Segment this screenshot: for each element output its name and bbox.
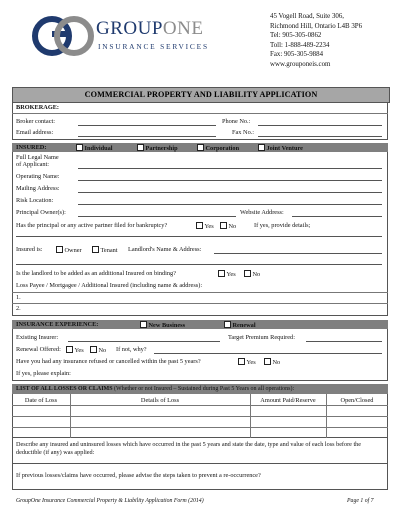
landlord-no-checkbox[interactable] bbox=[244, 270, 260, 279]
legal-name-field[interactable] bbox=[78, 168, 382, 169]
landlord-name-field[interactable] bbox=[214, 253, 382, 254]
fax-label: Fax No.: bbox=[232, 129, 255, 136]
bankruptcy-details-field[interactable] bbox=[16, 236, 382, 237]
email-field[interactable] bbox=[78, 136, 216, 137]
col-open-closed: Open/Closed bbox=[340, 397, 374, 404]
logo-one-text: ONE bbox=[162, 18, 204, 39]
website-field[interactable] bbox=[292, 216, 382, 217]
broker-contact-label: Broker contact: bbox=[16, 118, 55, 125]
existing-insurer-label: Existing Insurer: bbox=[16, 334, 59, 341]
landlord-yes-label: Yes bbox=[226, 271, 236, 278]
col-amount-paid: Amount Paid/Reserve bbox=[260, 397, 316, 404]
company-logo bbox=[30, 14, 230, 58]
bankruptcy-yes-checkbox[interactable] bbox=[196, 222, 214, 231]
if-yes-explain-label: If yes, please explain: bbox=[16, 370, 71, 377]
tenant-label: Tenant bbox=[100, 247, 118, 254]
bankruptcy-no-label: No bbox=[228, 223, 237, 230]
fax-field[interactable] bbox=[258, 136, 382, 137]
owner-label: Owner bbox=[64, 247, 82, 254]
refused-yes-label: Yes bbox=[246, 359, 256, 366]
renewal-offered-yes-checkbox[interactable] bbox=[66, 346, 84, 355]
broker-contact-field[interactable] bbox=[78, 125, 216, 126]
target-premium-field[interactable] bbox=[306, 341, 382, 342]
renewal-offered-label: Renewal Offered: bbox=[16, 346, 61, 353]
steps-taken-question: If previous losses/claims have occurred, please advise the steps taken to prevent a re-occurrence? bbox=[16, 472, 261, 479]
principal-owners-field[interactable] bbox=[78, 216, 236, 217]
if-not-why-field[interactable] bbox=[154, 353, 382, 354]
website-label: Website Address: bbox=[240, 209, 284, 216]
logo-subtitle: INSURANCE SERVICES bbox=[98, 42, 209, 51]
landlord-no-label: No bbox=[252, 271, 261, 278]
describe-losses-question: Describe any insured and uninsured losses which have occurred in the past 5 years and state the date, type and value of each loss before the deductible (if any) was applied: bbox=[16, 441, 362, 456]
bankruptcy-question: Has the principal or any active partner filed for bankruptcy? bbox=[16, 222, 168, 229]
landlord-yes-checkbox[interactable] bbox=[218, 270, 236, 279]
brokerage-heading: BROKERAGE: bbox=[16, 104, 60, 111]
individual-checkbox[interactable] bbox=[76, 145, 113, 152]
full-legal-name-label: Full Legal Name bbox=[16, 154, 59, 161]
footer-form-name: GroupOne Insurance Commercial Property & Liability Application Form (2014) bbox=[16, 498, 204, 504]
experience-heading: INSURANCE EXPERIENCE: bbox=[16, 321, 99, 328]
col-details-of-loss: Details of Loss bbox=[140, 397, 180, 404]
operating-name-field[interactable] bbox=[78, 180, 382, 181]
if-not-why-label: If not, why? bbox=[116, 346, 147, 353]
mailing-address-field[interactable] bbox=[78, 192, 382, 193]
new-business-label: New Business bbox=[148, 322, 186, 329]
refused-question: Have you had any insurance refused or cancelled within the past 5 years? bbox=[16, 358, 201, 365]
footer-page-number: Page 1 of 7 bbox=[347, 498, 374, 504]
landlord-additional-question: Is the landlord to be added as an additional Insured on binding? bbox=[16, 270, 177, 277]
renewal-offered-no-checkbox[interactable] bbox=[90, 346, 106, 355]
risk-location-field[interactable] bbox=[78, 204, 382, 205]
individual-label: Individual bbox=[84, 145, 113, 152]
col-date-of-loss: Date of Loss bbox=[24, 397, 58, 404]
email-label: Email address: bbox=[16, 129, 54, 136]
corporation-label: Corporation bbox=[205, 145, 240, 152]
telephone: Tel: 905-305-0862 bbox=[270, 32, 322, 40]
brokerage-section bbox=[12, 102, 388, 140]
existing-insurer-field[interactable] bbox=[68, 341, 220, 342]
mailing-address-label: Mailing Address: bbox=[16, 185, 60, 192]
partnership-label: Partnership bbox=[145, 145, 178, 152]
form-title: COMMERCIAL PROPERTY AND LIABILITY APPLICATION bbox=[12, 87, 390, 103]
bankruptcy-no-checkbox[interactable] bbox=[220, 222, 236, 231]
loss-payee-label: Loss Payee / Mortgagee / Additional Insured (including name & address): bbox=[16, 282, 203, 289]
losses-heading bbox=[16, 385, 294, 393]
renewal-label: Renewal bbox=[232, 322, 256, 329]
renewal-offered-yes-label: Yes bbox=[74, 347, 84, 354]
joint-venture-label: Joint Venture bbox=[266, 145, 303, 152]
website-link[interactable]: www.grouponeis.com bbox=[270, 60, 331, 68]
landlord-address-field[interactable] bbox=[16, 264, 382, 265]
phone-field[interactable] bbox=[258, 125, 382, 126]
insured-is-label: Insured is: bbox=[16, 246, 43, 253]
target-premium-label: Target Premium Required: bbox=[228, 334, 295, 341]
logo-group-text: GROUP bbox=[96, 18, 163, 39]
renewal-offered-no-label: No bbox=[98, 347, 107, 354]
loss-payee-item-2[interactable]: 2. bbox=[16, 305, 21, 312]
toll-free: Toll: 1-888-489-2234 bbox=[270, 41, 330, 49]
risk-location-label: Risk Location: bbox=[16, 197, 54, 204]
insured-heading: INSURED: bbox=[16, 144, 47, 151]
company-address-block bbox=[270, 12, 362, 70]
phone-label: Phone No.: bbox=[222, 118, 251, 125]
losses-heading-main: LIST OF ALL LOSSES OR CLAIMS bbox=[16, 386, 113, 392]
address-line-2: Richmond Hill, Ontario L4B 3P6 bbox=[270, 22, 363, 30]
owner-checkbox[interactable] bbox=[56, 246, 82, 255]
bankruptcy-yes-label: Yes bbox=[204, 223, 214, 230]
groupone-emblem-icon bbox=[30, 14, 100, 58]
of-applicant-label: of Applicant: bbox=[16, 161, 50, 168]
if-yes-details-label: If yes, provide details; bbox=[254, 222, 311, 229]
refused-no-checkbox[interactable] bbox=[264, 358, 280, 367]
address-line-1: 45 Vogell Road, Suite 306, bbox=[270, 13, 345, 20]
refused-yes-checkbox[interactable] bbox=[238, 358, 256, 367]
loss-payee-item-1[interactable]: 1. bbox=[16, 294, 21, 301]
fax-number: Fax: 905-305-9884 bbox=[270, 51, 324, 59]
tenant-checkbox[interactable] bbox=[92, 246, 118, 255]
principal-owners-label: Principal Owner(s): bbox=[16, 209, 66, 216]
losses-heading-note: (Whether or not Insured – Sustained during Past 5 Years on all operations): bbox=[112, 386, 295, 392]
operating-name-label: Operating Name: bbox=[16, 173, 60, 180]
refused-no-label: No bbox=[272, 359, 281, 366]
landlord-name-label: Landlord's Name & Address: bbox=[128, 246, 202, 253]
